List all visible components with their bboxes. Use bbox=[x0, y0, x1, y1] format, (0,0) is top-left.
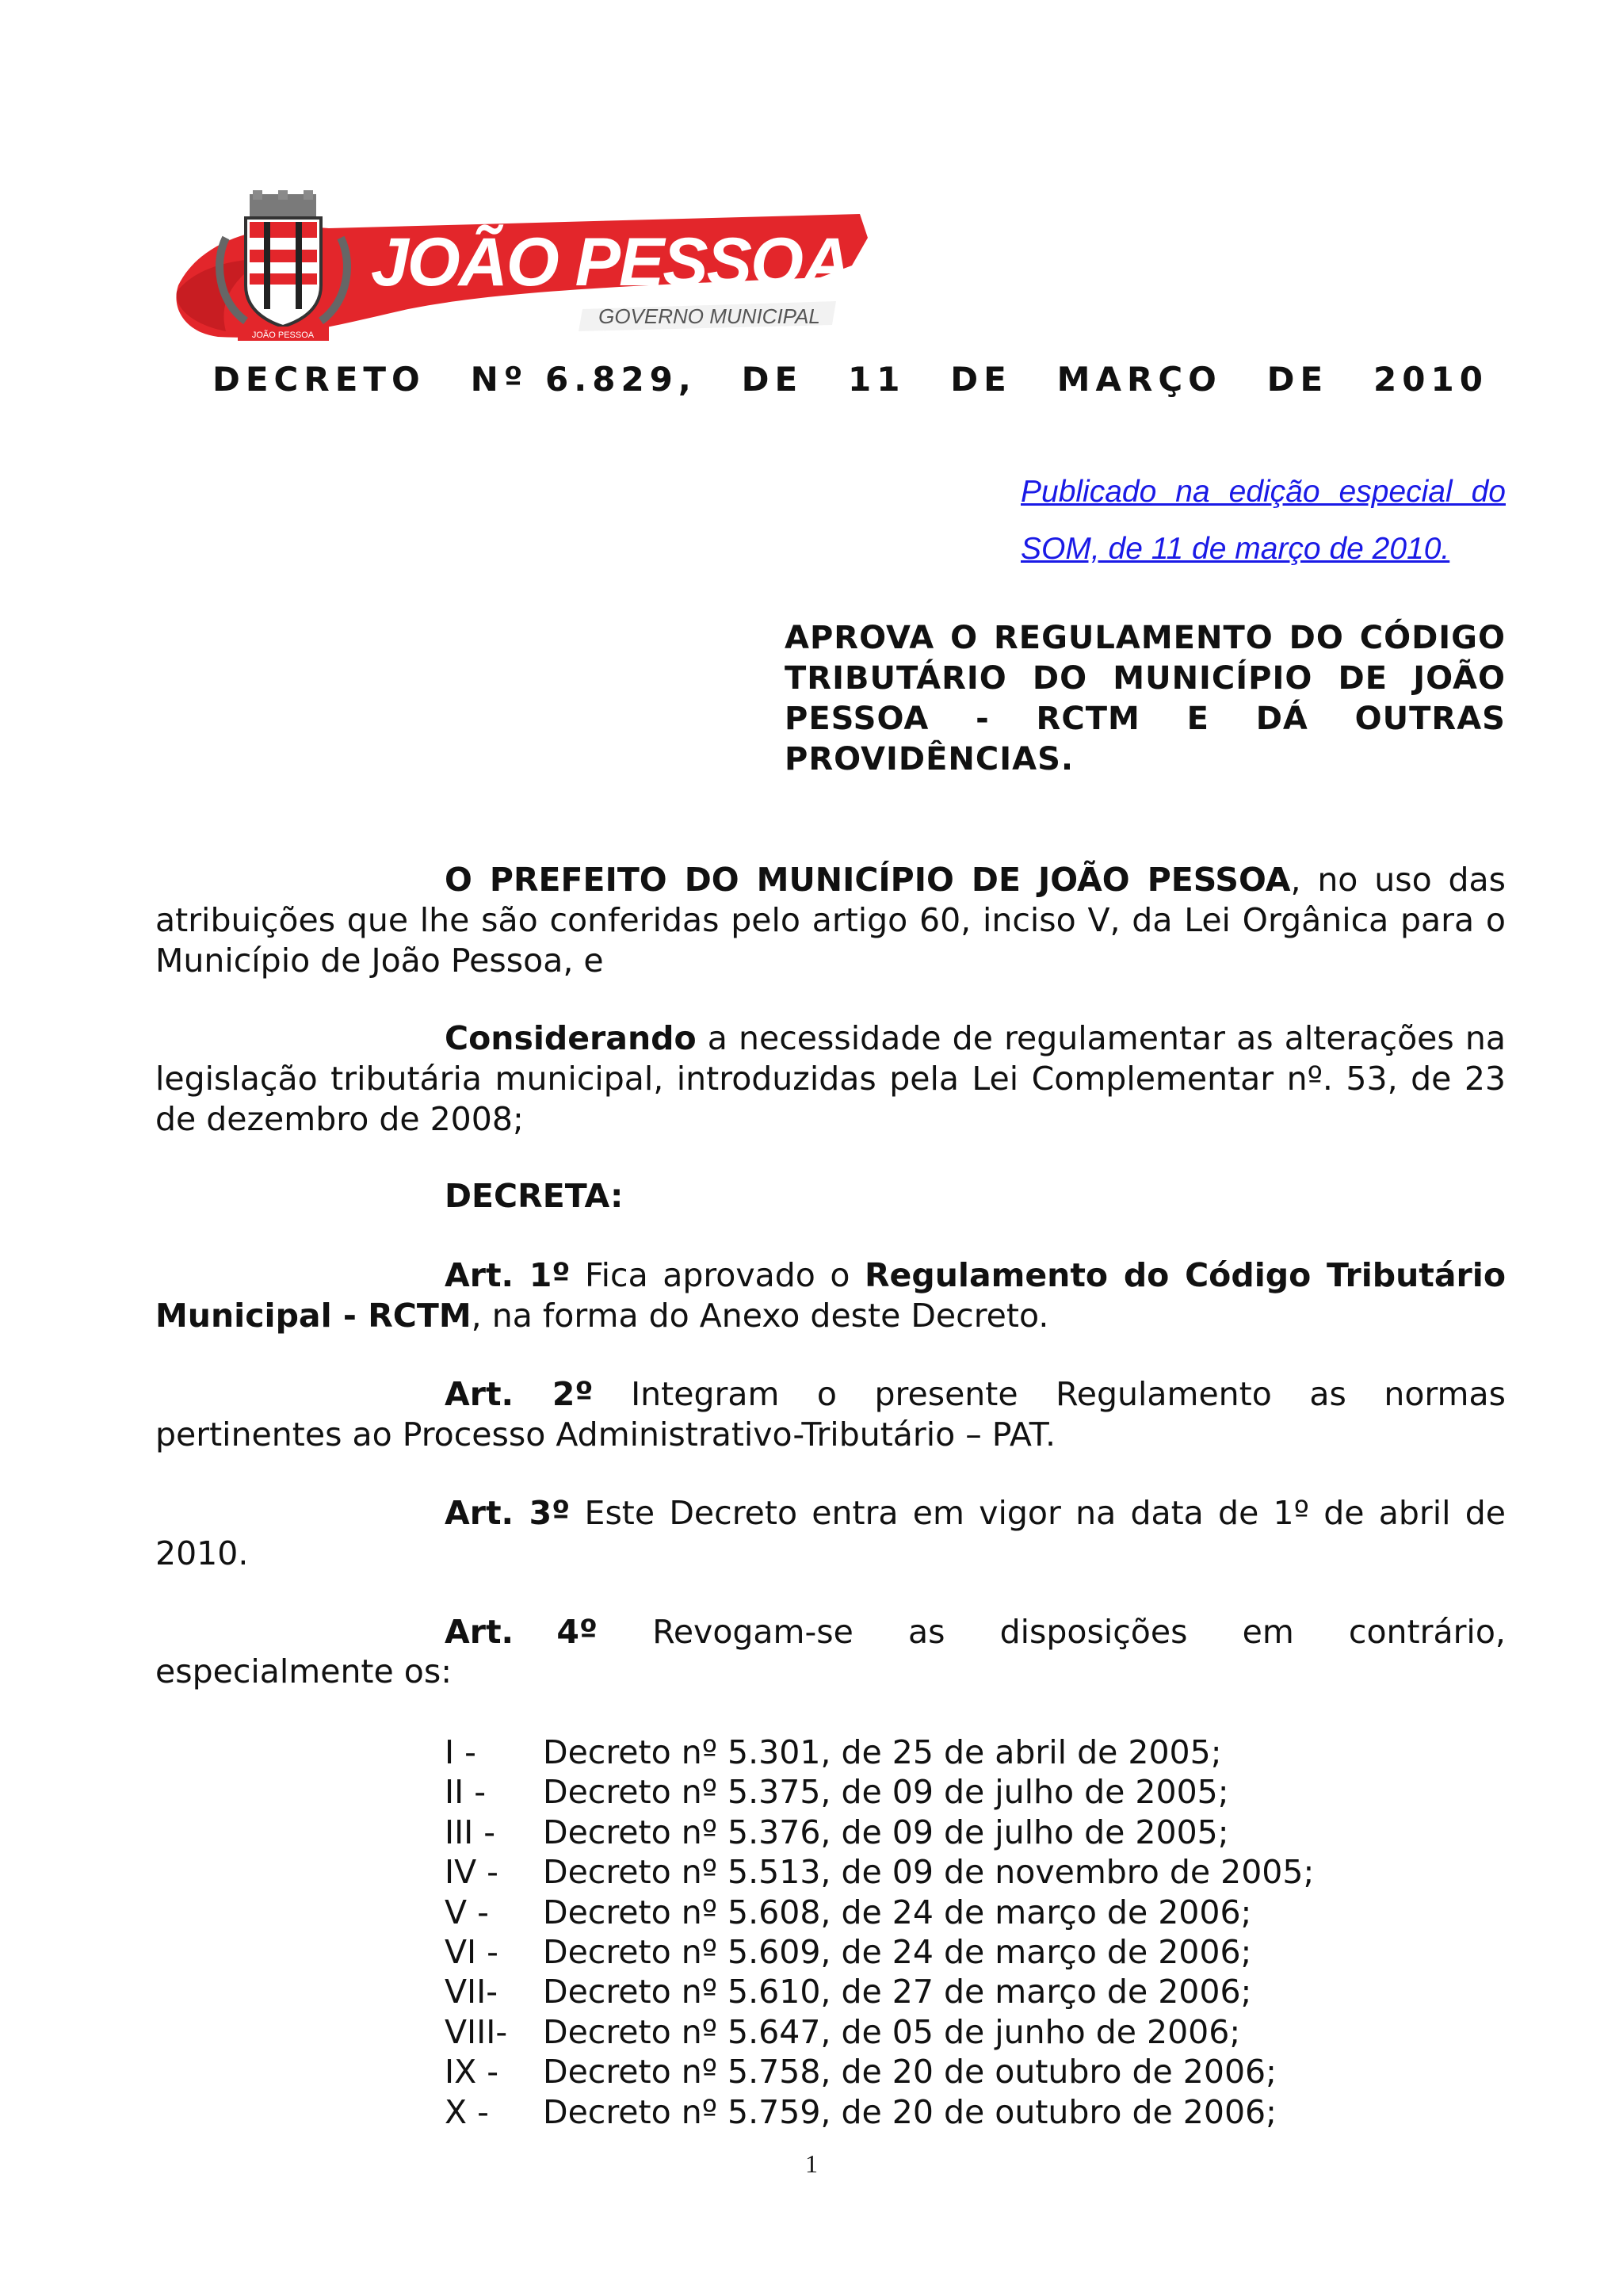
list-item bbox=[445, 1893, 1314, 1932]
decreta-heading: DECRETA: bbox=[445, 1177, 624, 1215]
item-number: VIII- bbox=[445, 2012, 508, 2051]
preamble-paragraph bbox=[155, 860, 1506, 981]
item-number: IX - bbox=[445, 2053, 499, 2092]
article-1-regulation: Regulamento do Código Tributário Municipal - RCTM bbox=[155, 1256, 1506, 1335]
item-text: Decreto nº 5.647, de 05 de junho de 2006; bbox=[543, 2012, 1241, 2051]
item-number: I - bbox=[445, 1733, 476, 1771]
article-4-continuation: especialmente os: bbox=[155, 1652, 453, 1690]
item-number: IV - bbox=[445, 1853, 498, 1892]
item-text: Decreto nº 5.376, de 09 de julho de 2005; bbox=[543, 1813, 1229, 1851]
item-text: Decreto nº 5.758, de 20 de outubro de 2006; bbox=[543, 2053, 1277, 2092]
article-2-text: Integram o presente Regulamento as normas pertinentes ao Processo Administrativo-Tributário – PAT. bbox=[155, 1375, 1506, 1454]
page-number: 1 bbox=[805, 2149, 818, 2178]
item-number: V - bbox=[445, 1893, 489, 1931]
title-part: 11 bbox=[848, 359, 906, 399]
item-text: Decreto nº 5.375, de 09 de julho de 2005; bbox=[543, 1773, 1229, 1812]
item-text: Decreto nº 5.608, de 24 de março de 2006; bbox=[543, 1893, 1252, 1931]
svg-text:JOÃO PESSOA: JOÃO PESSOA bbox=[251, 330, 315, 340]
item-text: Decreto nº 5.610, de 27 de março de 2006; bbox=[543, 1973, 1252, 2011]
article-4-label: Art. 4º bbox=[445, 1613, 598, 1651]
publication-line-1[interactable]: Publicado na edição especial do bbox=[1021, 475, 1506, 509]
list-item bbox=[445, 2052, 1314, 2092]
considerando-text: a necessidade de regulamentar as alterações na legislação tributária municipal, introduzidas pela Lei Complementar nº. 53, de 23 de dezembro de 2008; bbox=[155, 1019, 1506, 1138]
article-3-label: Art. 3º bbox=[445, 1494, 571, 1532]
item-number: X - bbox=[445, 2092, 489, 2131]
article-2 bbox=[155, 1374, 1506, 1455]
decree-title bbox=[212, 355, 1488, 403]
svg-text:GOVERNO MUNICIPAL: GOVERNO MUNICIPAL bbox=[598, 304, 820, 328]
article-4-word: disposições bbox=[999, 1613, 1188, 1651]
article-4-word: as bbox=[908, 1613, 945, 1651]
article-4 bbox=[445, 1612, 1506, 1652]
list-item bbox=[445, 1932, 1314, 1972]
list-item bbox=[445, 1733, 1314, 1772]
considerando-label: Considerando bbox=[445, 1019, 697, 1057]
article-1-post: , na forma do Anexo deste Decreto. bbox=[471, 1297, 1049, 1335]
article-3-text: Este Decreto entra em vigor na data de 1º de abril de 2010. bbox=[155, 1494, 1506, 1572]
title-part: Nº 6.829, bbox=[470, 359, 697, 399]
list-item bbox=[445, 2092, 1314, 2132]
title-part: DE bbox=[1266, 359, 1329, 399]
revoked-decrees-list bbox=[445, 1733, 1314, 2132]
item-number: VII- bbox=[445, 1973, 498, 2011]
item-number: VI - bbox=[445, 1933, 498, 1972]
title-part: DECRETO bbox=[212, 359, 426, 399]
list-item bbox=[445, 1813, 1314, 1852]
publication-note[interactable] bbox=[1021, 464, 1506, 578]
list-item bbox=[445, 1852, 1314, 1892]
authority-label: O PREFEITO DO MUNICÍPIO DE JOÃO PESSOA bbox=[445, 861, 1291, 899]
title-part: DE bbox=[741, 359, 804, 399]
joao-pessoa-logo bbox=[170, 190, 868, 349]
article-3 bbox=[155, 1493, 1506, 1574]
article-2-label: Art. 2º bbox=[445, 1375, 594, 1413]
preamble-text: , no uso das atribuições que lhe são conferidas pelo artigo 60, inciso V, da Lei Orgânica para o Município de João Pessoa, e bbox=[155, 861, 1506, 980]
title-part: 2010 bbox=[1373, 359, 1488, 399]
list-item bbox=[445, 1772, 1314, 1812]
article-4-word: em bbox=[1242, 1613, 1294, 1651]
article-1-label: Art. 1º bbox=[445, 1256, 571, 1294]
item-number: II - bbox=[445, 1773, 487, 1812]
article-4-word: Revogam-se bbox=[652, 1613, 854, 1651]
item-text: Decreto nº 5.609, de 24 de março de 2006; bbox=[543, 1933, 1252, 1972]
list-item bbox=[445, 2012, 1314, 2052]
decree-summary: APROVA O REGULAMENTO DO CÓDIGO TRIBUTÁRIO DO MUNICÍPIO DE JOÃO PESSOA - RCTM E DÁ OUTRAS PROVIDÊNCIAS. bbox=[785, 620, 1506, 777]
title-part: MARÇO bbox=[1056, 359, 1222, 399]
logo-graphic bbox=[170, 190, 868, 349]
article-1-pre: Fica aprovado o bbox=[570, 1256, 865, 1294]
svg-text:JOÃO PESSOA: JOÃO PESSOA bbox=[370, 224, 850, 300]
title-part: DE bbox=[950, 359, 1012, 399]
item-text: Decreto nº 5.759, de 20 de outubro de 2006; bbox=[543, 2092, 1277, 2131]
article-1 bbox=[155, 1255, 1506, 1336]
list-item bbox=[445, 1972, 1314, 2011]
item-number: III - bbox=[445, 1813, 496, 1851]
item-text: Decreto nº 5.513, de 09 de novembro de 2005; bbox=[543, 1853, 1315, 1892]
publication-line-2[interactable]: SOM, de 11 de março de 2010. bbox=[1021, 532, 1450, 566]
considerando-paragraph bbox=[155, 1018, 1506, 1140]
item-text: Decreto nº 5.301, de 25 de abril de 2005; bbox=[543, 1733, 1222, 1771]
article-4-word: contrário, bbox=[1348, 1613, 1506, 1651]
